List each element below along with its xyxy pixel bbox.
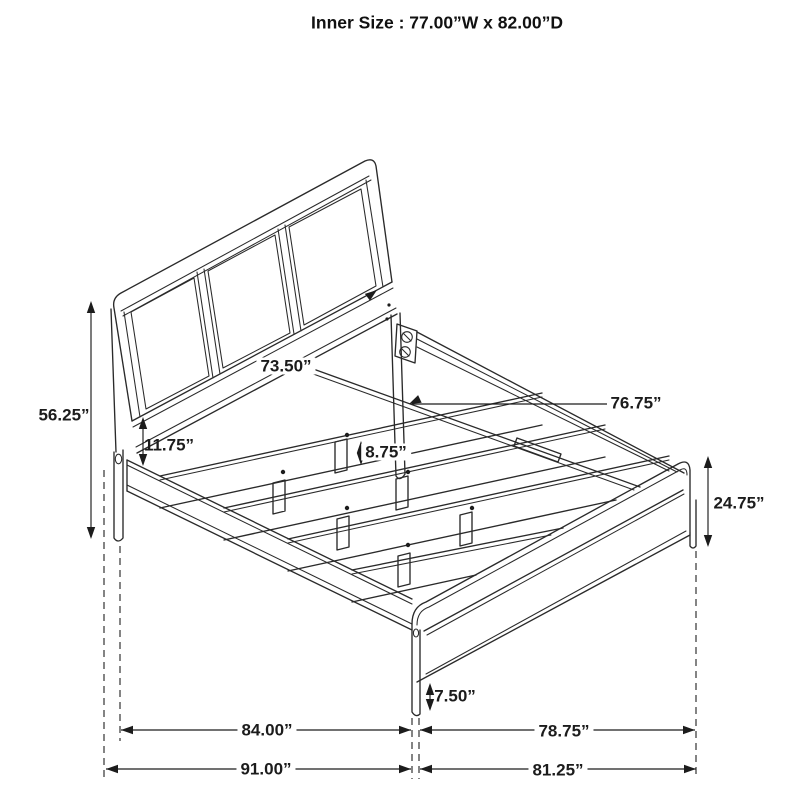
dim-label-frame-inner-depth: 84.00” [237,722,296,739]
slat-screw-dot [470,506,474,510]
footboard [412,462,696,716]
bracket-hole-slash [401,333,411,356]
headboard-panel [131,278,209,409]
support-leg [396,476,408,510]
headboard-panel [208,235,290,368]
headboard-left-inner-edge [124,312,140,417]
dim-label-overall-depth: 91.00” [236,761,295,778]
left-side-rail [127,460,412,630]
support-leg [337,516,349,550]
headboard-rail-bottom [137,314,397,453]
footboard-bottom-edge [417,535,690,682]
footboard-top-edge [412,462,690,624]
headboard-top-inner-edge2 [123,180,371,316]
left-leg-bolt-hole [115,454,121,464]
slat-screw-dot [345,433,349,437]
dim-headboard-width-arrow [365,287,380,301]
dim-label-overall-width: 81.25” [528,762,587,779]
footboard-panel-top2 [427,494,684,635]
footboard-panel-top [424,490,683,631]
headboard-rail-line2 [136,308,396,447]
post-screw-dot [385,317,388,320]
dim-label-headboard-height: 56.25” [38,405,90,425]
dim-label-center-rail-length: 76.75” [610,393,662,413]
headboard [111,160,417,541]
support-leg [398,553,410,587]
slat-screw-dot [406,470,410,474]
diagram-title: Inner Size : 77.00”W x 82.00”D [311,12,563,33]
dim-label-support-leg-height: 8.75” [361,444,411,461]
headboard-rail-top [132,282,392,421]
headboard-top-inner-edge [121,176,369,311]
dim-label-footboard-inner-width: 78.75” [534,723,593,740]
slat-screw-dot [345,506,349,510]
footboard-left-leg [412,624,420,716]
footboard-top-edge2 [417,469,687,625]
dim-label-headboard-inner-width: 73.50” [256,358,315,375]
footboard-right-leg [690,500,696,548]
slat-screw-dot [406,543,410,547]
dim-label-footboard-leg-height: 7.50” [434,686,476,706]
post-screw-dot [387,303,390,306]
support-leg [460,512,472,546]
headboard-left-post [111,309,116,452]
slat-screw-dot [281,470,285,474]
dim-label-headboard-gap: 11.75” [143,435,195,455]
dim-label-footboard-height: 24.75” [713,493,765,513]
footboard-leg-bolt-hole [413,629,418,637]
footboard-panel-bottom [426,531,686,674]
